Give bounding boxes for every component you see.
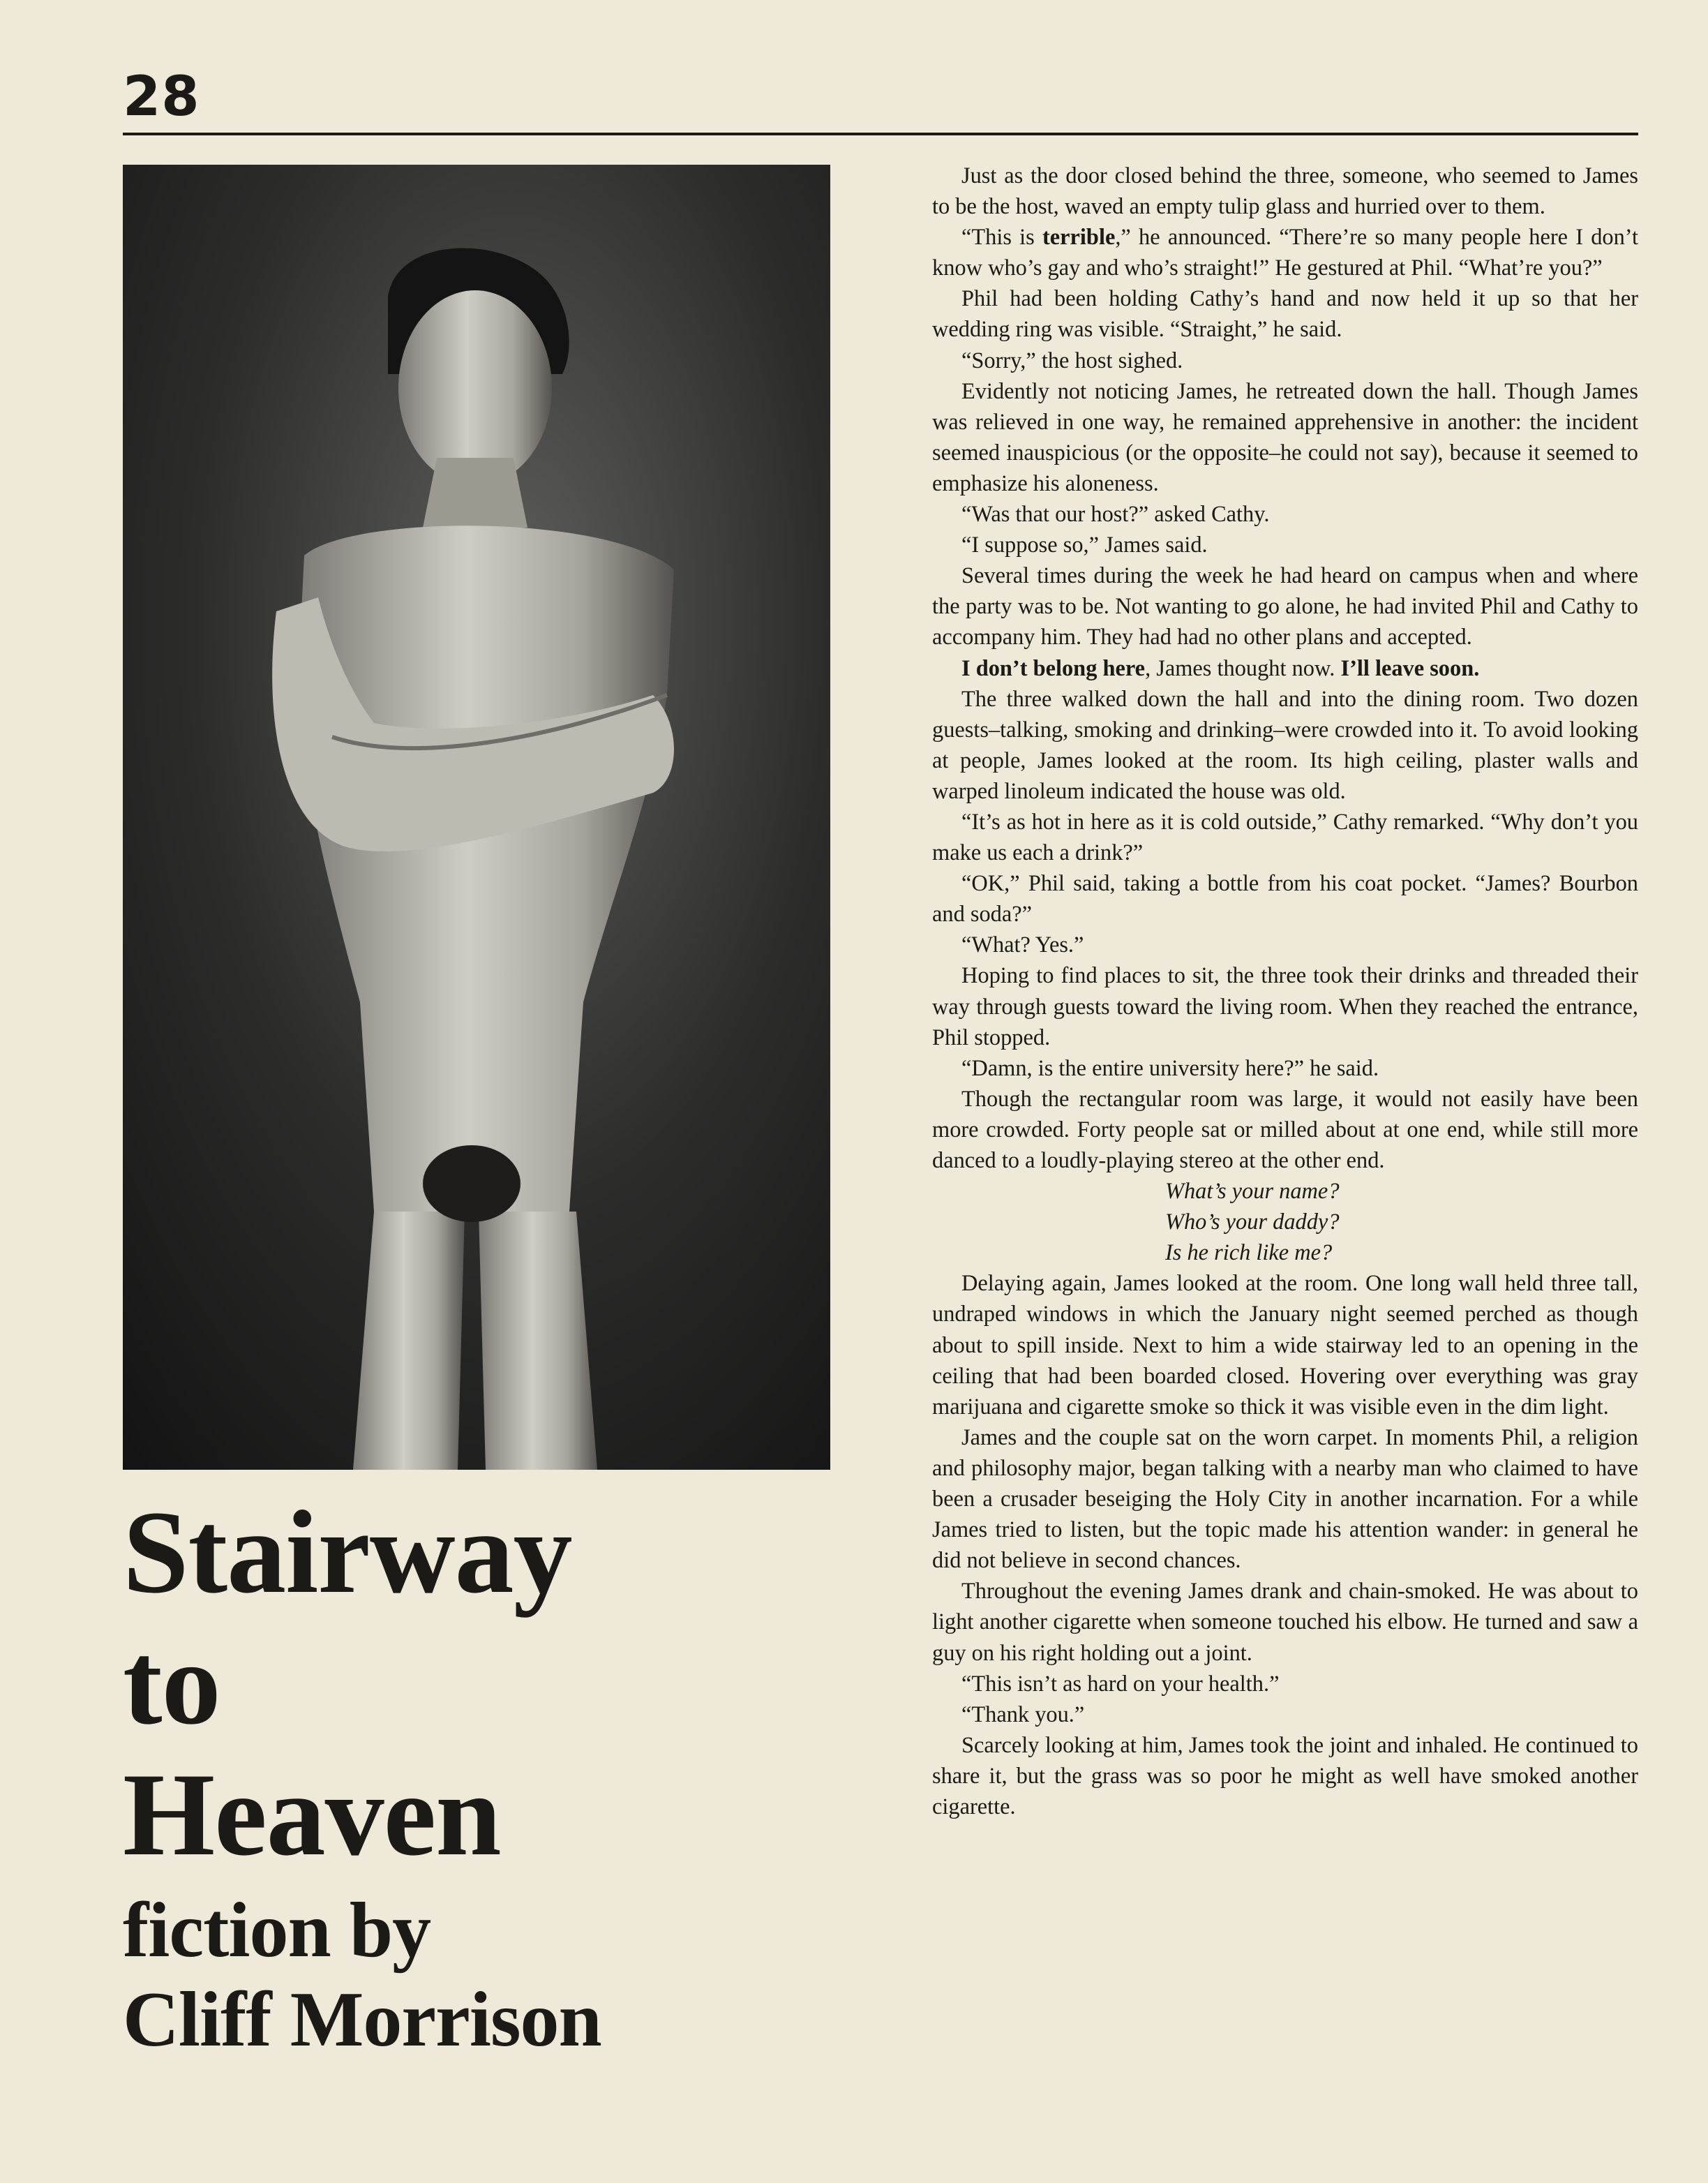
- story-paragraph: Scarcely looking at him, James took the joint and inhaled. He continued to share it, but the grass was so poor he might as well have smoked another cigarette.: [932, 1732, 1638, 1819]
- story-paragraph: Just as the door closed behind the three, someone, who seemed to James to be the host, waved an empty tulip glass and hurried over to them.: [932, 163, 1638, 220]
- header-rule: [123, 133, 1638, 135]
- lyric-line: Is he rich like me?: [1165, 1240, 1333, 1266]
- article-title-block: [123, 1487, 821, 2064]
- story-paragraph: “It’s as hot in here as it is cold outside,” Cathy remarked. “Why don’t you make us each a drink?”: [932, 809, 1638, 866]
- story-paragraph: I don’t belong here, James thought now. I’ll leave soon.: [961, 655, 1480, 681]
- story-paragraph: “Sorry,” the host sighed.: [961, 348, 1183, 373]
- song-lyrics: [932, 1176, 1638, 1268]
- byline-line-1: fiction by: [123, 1887, 431, 1974]
- story-paragraph: Phil had been holding Cathy’s hand and now held it up so that her wedding ring was visible. “Straight,” he said.: [932, 286, 1638, 343]
- story-paragraph: “OK,” Phil said, taking a bottle from his coat pocket. “James? Bourbon and soda?”: [932, 871, 1638, 927]
- page-number: 28: [123, 66, 200, 128]
- story-paragraph: Hoping to find places to sit, the three took their drinks and threaded their way through guests toward the living room. When they reached the entrance, Phil stopped.: [932, 963, 1638, 1050]
- story-paragraph: Evidently not noticing James, he retreated down the hall. Though James was relieved in one way, he remained apprehensive in another: the incident seemed inauspicious (or the opposite–he could not say), because it seemed to emphasize his aloneness.: [932, 378, 1638, 496]
- story-paragraph: “This is terrible,” he announced. “There’re so many people here I don’t know who’s gay and who’s straight!” He gestured at Phil. “What’re you?”: [932, 225, 1639, 281]
- story-paragraph: Several times during the week he had heard on campus when and where the party was to be. Not wanting to go alone, he had invited Phil and Cathy to accompany him. They had had no other plans and accepted.: [932, 563, 1638, 650]
- story-paragraph: “This isn’t as hard on your health.”: [961, 1671, 1280, 1697]
- title-line-3: Heaven: [123, 1749, 501, 1880]
- illustration-photo: [123, 165, 830, 1470]
- story-column: [932, 161, 1638, 1822]
- story-paragraph: Delaying again, James looked at the room. One long wall held three tall, undraped windows in which the January night seemed perched as though about to spill inside. Next to him a wide stairway led to an opening in the ceiling that had been boarded closed. Hovering over everything was gray marijuana and cigarette smoke so thick it was visible even in the dim light.: [932, 1271, 1638, 1420]
- lyric-line: Who’s your daddy?: [1165, 1209, 1340, 1235]
- story-paragraph: “I suppose so,” James said.: [961, 532, 1208, 558]
- story-paragraph: Though the rectangular room was large, it would not easily have been more crowded. Forty people sat or milled about at one end, while still more danced to a loudly-playing stereo at the other end.: [932, 1086, 1638, 1173]
- story-paragraph: The three walked down the hall and into the dining room. Two dozen guests–talking, smoking and drinking–were crowded into it. To avoid looking at people, James looked at the room. Its high ceiling, plaster walls and warped linoleum indicated the house was old.: [932, 686, 1638, 804]
- story-paragraph: “Thank you.”: [961, 1701, 1085, 1727]
- story-paragraph: James and the couple sat on the worn carpet. In moments Phil, a religion and philosophy major, began talking with a nearby man who claimed to have been a crusader beseiging the Holy City in another incarnation. For a while James tried to listen, but the topic made his attention wander: in general he did not believe in second chances.: [932, 1424, 1638, 1574]
- story-paragraph: “Was that our host?” asked Cathy.: [961, 502, 1270, 528]
- lyric-line: What’s your name?: [1165, 1179, 1340, 1205]
- byline-line-2: Cliff Morrison: [123, 1976, 601, 2063]
- story-paragraph: “Damn, is the entire university here?” he said.: [961, 1055, 1379, 1081]
- photo-figure: [123, 165, 830, 1470]
- story-paragraph: “What? Yes.”: [961, 932, 1084, 958]
- title-line-2: to: [123, 1618, 220, 1749]
- title-line-1: Stairway: [123, 1487, 572, 1618]
- story-paragraph: Throughout the evening James drank and chain-smoked. He was about to light another cigarette when someone touched his elbow. He turned and saw a guy on his right holding out a joint.: [932, 1579, 1638, 1666]
